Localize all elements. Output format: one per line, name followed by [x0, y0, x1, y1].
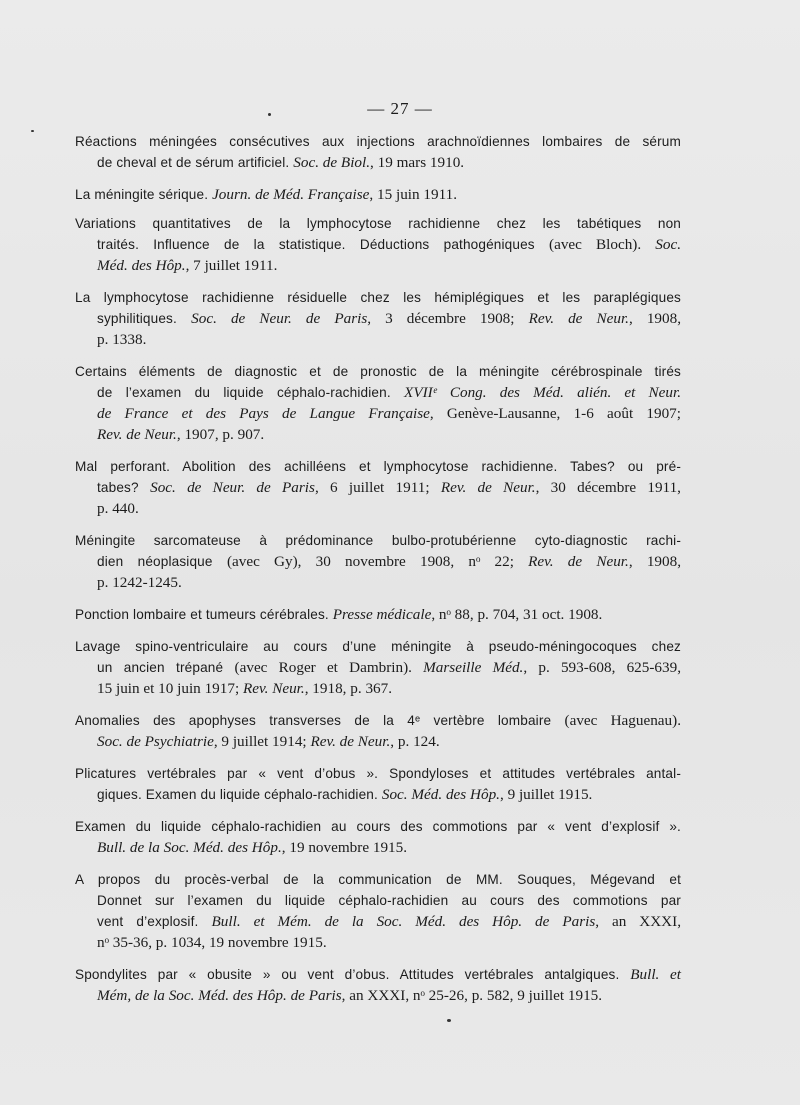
bibliography-entry: [75, 361, 681, 445]
entry-title-text: La méningite sérique.: [75, 187, 213, 202]
citation-source: Bull. et Mém. de la Soc. Méd. des Hôp. de Paris: [211, 913, 596, 930]
entry-line: [75, 964, 681, 985]
paper-speck: [268, 113, 271, 116]
entry-line: [75, 329, 681, 350]
entry-title-text: Ponction lombaire et tumeurs cérébrales.: [75, 607, 333, 622]
paper-speck: [447, 1019, 451, 1022]
bibliography-entry: [75, 636, 681, 699]
entry-title-text: dien néoplasique: [97, 554, 227, 569]
entry-title-text: Certains éléments de diagnostic et de pronostic de la méningite cérébrospinale tirés: [75, 364, 681, 379]
bibliography-list: [75, 131, 681, 1006]
citation-detail: , Genève-Lausanne, 1-6 août 1907;: [429, 405, 681, 422]
entry-line: [75, 456, 681, 477]
entry-line: [75, 234, 681, 255]
entry-title-text: de l’examen du liquide céphalo-rachidien.: [97, 385, 405, 400]
entry-line: [75, 837, 681, 858]
citation-detail: , 30 décembre 1911,: [535, 479, 681, 496]
citation-detail: p. 1242-1245.: [97, 574, 182, 591]
entry-line: [75, 308, 681, 329]
entry-line: [75, 890, 681, 911]
entry-line: [75, 784, 681, 805]
entry-line: [75, 678, 681, 699]
citation-source: Bull. et: [630, 966, 681, 983]
bibliography-entry: [75, 184, 681, 205]
entry-line: [75, 604, 681, 625]
entry-line: [75, 152, 681, 173]
entry-title-text: Plicatures vertébrales par « vent d’obus ». Spondyloses et attitudes vertébrales antal-: [75, 766, 681, 781]
entry-title-text: un ancien trépané: [97, 660, 235, 675]
entry-title-text: Examen du liquide céphalo-rachidien au cours des commotions par « vent d’explosif ».: [75, 819, 681, 834]
entry-line: [75, 932, 681, 953]
citation-detail: , 15 juin 1911.: [369, 186, 458, 203]
bibliography-entry: [75, 456, 681, 519]
entry-line: [75, 255, 681, 276]
bibliography-entry: [75, 604, 681, 625]
entry-line: [75, 184, 681, 205]
bibliography-entry: [75, 710, 681, 752]
citation-detail: (avec Haguenau).: [564, 712, 681, 729]
citation-detail: , an XXXI, nᵒ 25-26, p. 582, 9 juillet 1915.: [341, 987, 603, 1004]
entry-title-text: Anomalies des apophyses transverses de la 4ᵉ vertèbre lombaire: [75, 713, 565, 728]
citation-source: Rev. de Neur.: [440, 479, 536, 496]
citation-detail: , 7 juillet 1911.: [185, 257, 278, 274]
citation-source: Soc.: [655, 236, 681, 253]
citation-source: Presse médicale: [332, 606, 432, 623]
entry-line: [75, 477, 681, 498]
entry-line: [75, 382, 681, 403]
entry-title-text: Lavage spino-ventriculaire au cours d’une méningite à pseudo-méningocoques chez: [75, 639, 681, 654]
entry-line: [75, 530, 681, 551]
entry-line: [75, 551, 681, 572]
citation-source: Soc. Méd. des Hôp.: [381, 786, 500, 803]
entry-line: [75, 657, 681, 678]
citation-source: Soc. de Neur. de Paris: [150, 479, 315, 496]
citation-source: Marseille Méd.: [423, 659, 524, 676]
entry-title-text: de cheval et de sérum artificiel.: [97, 155, 294, 170]
bibliography-entry: [75, 287, 681, 350]
entry-line: [75, 287, 681, 308]
citation-source: Bull. de la Soc. Méd. des Hôp.: [97, 839, 282, 856]
citation-detail: (avec Roger et Dambrin).: [234, 659, 424, 676]
entry-line: [75, 361, 681, 382]
entry-title-text: vent d’explosif.: [97, 914, 212, 929]
entry-line: [75, 731, 681, 752]
citation-detail: , 1908,: [628, 553, 682, 570]
bibliography-entry: [75, 530, 681, 593]
entry-line: [75, 498, 681, 519]
entry-title-text: giques. Examen du liquide céphalo-rachidien.: [97, 787, 382, 802]
page-number: — 27 —: [367, 99, 433, 118]
citation-detail: , 1907, p. 907.: [176, 426, 265, 443]
entry-line: [75, 572, 681, 593]
entry-line: [75, 636, 681, 657]
citation-source: XVIIᵉ Cong. des Méd. alién. et Neur.: [404, 384, 682, 401]
entry-title-text: traités. Influence de la statistique. Déductions pathogéniques: [97, 237, 550, 252]
entry-line: [75, 710, 681, 731]
entry-line: [75, 131, 681, 152]
citation-source: Mém, de la Soc. Méd. des Hôp. de Paris: [97, 987, 342, 1004]
citation-detail: 15 juin et 10 juin 1917;: [97, 680, 243, 697]
entry-line: [75, 424, 681, 445]
citation-detail: , 19 novembre 1915.: [281, 839, 408, 856]
citation-detail: , 19 mars 1910.: [370, 154, 465, 171]
citation-detail: , p. 593-608, 625-639,: [523, 659, 681, 676]
paper-speck: [31, 130, 34, 132]
citation-source: Journ. de Méd. Française: [212, 186, 370, 203]
entry-line: [75, 911, 681, 932]
citation-source: Soc. de Psychiatrie: [97, 733, 214, 750]
citation-detail: , 9 juillet 1914;: [213, 733, 311, 750]
citation-detail: , 1908,: [628, 310, 682, 327]
bibliography-entry: [75, 869, 681, 953]
entry-line: [75, 869, 681, 890]
entry-line: [75, 403, 681, 424]
citation-source: Soc. de Biol.: [293, 154, 371, 171]
citation-source: Méd. des Hôp.: [97, 257, 186, 274]
entry-title-text: Spondylites par « obusite » ou vent d’obus. Attitudes vertébrales antalgiques.: [75, 967, 631, 982]
entry-title-text: tabes?: [97, 480, 151, 495]
bibliography-entry: [75, 131, 681, 173]
entry-line: [75, 985, 681, 1006]
entry-title-text: Donnet sur l’examen du liquide céphalo-rachidien au cours des commotions par: [97, 893, 681, 908]
citation-detail: , p. 124.: [390, 733, 440, 750]
citation-detail: nᵒ 35-36, p. 1034, 19 novembre 1915.: [97, 934, 327, 951]
entry-title-text: A propos du procès-verbal de la communication de MM. Souques, Mégevand et: [75, 872, 681, 887]
citation-detail: , 9 juillet 1915.: [499, 786, 593, 803]
citation-detail: , 6 juillet 1911;: [314, 479, 441, 496]
entry-title-text: Mal perforant. Abolition des achilléens et lymphocytose rachidienne. Tabes? ou pré-: [75, 459, 681, 474]
entry-title-text: Variations quantitatives de la lymphocytose rachidienne chez les tabétiques non: [75, 216, 681, 231]
citation-detail: p. 440.: [97, 500, 139, 517]
citation-detail: , 3 décembre 1908;: [367, 310, 529, 327]
entry-line: [75, 763, 681, 784]
bibliography-entry: [75, 964, 681, 1006]
bibliography-entry: [75, 213, 681, 276]
bibliography-entry: [75, 816, 681, 858]
citation-source: Rev. de Neur.: [310, 733, 391, 750]
citation-source: de France et des Pays de Langue Française: [97, 405, 430, 422]
citation-source: Rev. Neur.: [242, 680, 305, 697]
entry-title-text: Méningite sarcomateuse à prédominance bulbo-protubérienne cyto-diagnostic rachi-: [75, 533, 681, 548]
citation-source: Rev. de Neur.: [528, 310, 629, 327]
citation-detail: (avec Bloch).: [549, 236, 656, 253]
entry-line: [75, 213, 681, 234]
citation-detail: (avec Gy), 30 novembre 1908, nᵒ 22;: [226, 553, 529, 570]
entry-title-text: Réactions méningées consécutives aux injections arachnoïdiennes lombaires de sérum: [75, 134, 681, 149]
citation-source: Soc. de Neur. de Paris: [191, 310, 368, 327]
citation-source: Rev. de Neur.: [528, 553, 629, 570]
citation-detail: , nᵒ 88, p. 704, 31 oct. 1908.: [431, 606, 603, 623]
entry-title-text: La lymphocytose rachidienne résiduelle chez les hémiplégiques et les paraplégiques: [75, 290, 681, 305]
bibliography-entry: [75, 763, 681, 805]
citation-detail: p. 1338.: [97, 331, 147, 348]
citation-detail: , an XXXI,: [595, 913, 681, 930]
citation-detail: , 1918, p. 367.: [304, 680, 393, 697]
citation-source: Rev. de Neur.: [97, 426, 177, 443]
entry-line: [75, 816, 681, 837]
entry-title-text: syphilitiques.: [97, 311, 192, 326]
